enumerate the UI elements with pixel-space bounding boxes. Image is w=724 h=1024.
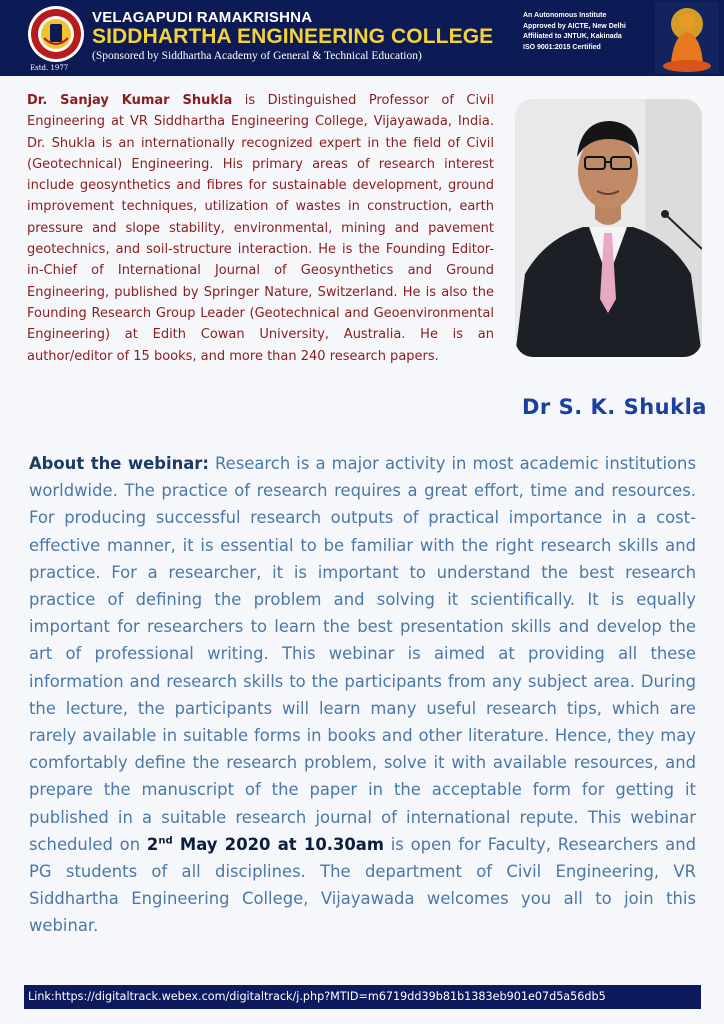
buddha-statue-image [655, 2, 719, 74]
college-name-line2: SIDDHARTHA ENGINEERING COLLEGE [92, 25, 494, 48]
college-sponsor: (Sponsored by Siddhartha Academy of General & Technical Education) [92, 50, 422, 62]
webinar-text-closing: is open for Faculty, Researchers and PG students of all disciplines. The department of Civil Engineering, VR Siddhartha Engineering College, Vijayawada welcomes you all to join this webinar. [29, 834, 697, 936]
webinar-link[interactable]: Link:https://digitaltrack.webex.com/digitaltrack/j.php?MTID=m6719dd39b81b1383eb901e07d5a56db5 [24, 985, 701, 1009]
established-year: Estd. 1977 [30, 64, 69, 72]
webinar-date [147, 835, 384, 854]
webinar-date-time: May 2020 at 10.30am [172, 834, 384, 854]
accreditation-line: Approved by AICTE, New Delhi [523, 22, 626, 30]
webinar-date-suffix: nd [158, 835, 173, 847]
accreditation-line: An Autonomous Institute [523, 12, 607, 19]
speaker-photo [515, 99, 702, 357]
webinar-heading: About the webinar: [29, 454, 209, 473]
speaker-caption: Dr S. K. Shukla [522, 395, 707, 419]
accreditation-block [523, 11, 653, 53]
speaker-bio [27, 90, 494, 367]
college-logo [26, 4, 86, 70]
webinar-date-day: 2 [146, 834, 159, 854]
speaker-portrait-image [515, 99, 702, 357]
college-header [0, 0, 724, 76]
accreditation-line: Affiliated to JNTUK, Kakinada [523, 33, 622, 40]
college-name-line1: VELAGAPUDI RAMAKRISHNA [92, 9, 313, 26]
speaker-name: Dr. Sanjay Kumar Shukla [27, 93, 233, 108]
speaker-bio-text: is Distinguished Professor of Civil Engineering at VR Siddhartha Engineering College, Vijayawada, India. Dr. Shukla is an internationally recognized expert in the field of Civil (Geotechnical) Engineering. His primary areas of research interest include geosynthetics and fibres for sustainable development, ground improvement techniques, utilization of wastes in construction, earth pressure and slope stability, environmental, mining and pavement geotechnics, and soil-structure interaction. He is the Founding Editor-in-Chief of International Journal of Geosynthetics and Ground Engineering, published by Springer Nature, Switzerland. He is also the Founding Research Group Leader (Geotechnical and Geoenvironmental Engineering) at Edith Cowan University, Australia. He is an author/editor of 15 books, and more than 240 research papers. [27, 93, 494, 364]
webinar-description [29, 450, 696, 940]
webinar-text: Research is a major activity in most academic institutions worldwide. The practice of research requires a great effort, time and resources. For producing successful research outputs of practical importance in a cost-effective manner, it is essential to be familiar with the right research skills and practice. For a researcher, it is important to understand the best research practice of defining the problem and solving it scientifically. It is equally important for researchers to learn the best presentation skills and develop the art of professional writing. This webinar is aimed at providing all these information and research skills to the participants from any subject area. During the lecture, the participants will learn many useful research tips, which are rarely available in suitable forms in books and other literature. Hence, they may comfortably define the research problem, solve it with available resources, and prepare the manuscript of the paper in the acceptable form for getting it published in a suitable research journal of international repute. This webinar scheduled on [29, 454, 696, 854]
accreditation-line: ISO 9001:2015 Certified [523, 43, 601, 51]
